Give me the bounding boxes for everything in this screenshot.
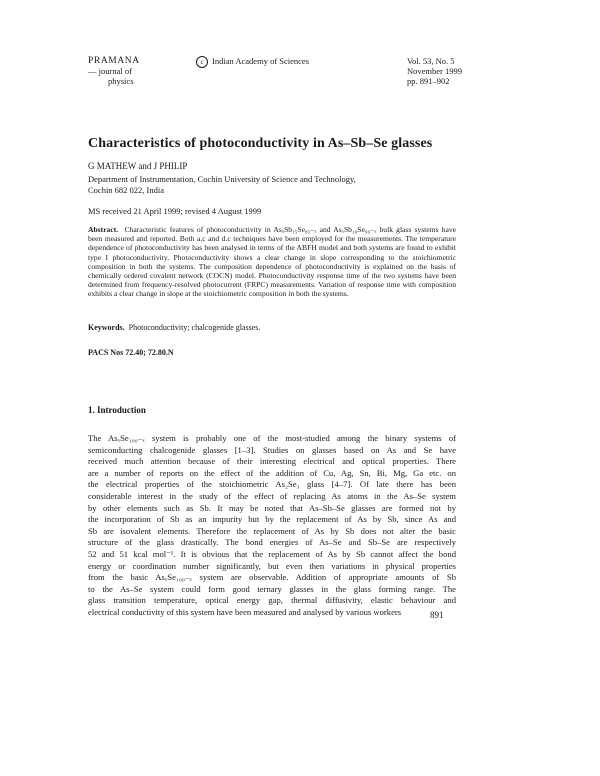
journal-name: PRAMANA — [88, 56, 140, 66]
keywords — [88, 323, 260, 332]
publisher-name: Indian Academy of Sciences — [212, 56, 310, 66]
body-line: Sb are isovalent elements. Therefore the replacement of As by Sb does not alter the basic — [88, 525, 456, 536]
body-line: the electrical properties of the stoichiometric As₂Se₃ glass [4–7]. Of late there has been — [88, 479, 456, 490]
affiliation — [88, 174, 356, 195]
manuscript-dates: MS received 21 April 1999; revised 4 August 1999 — [88, 206, 262, 216]
affiliation-line: Department of Instrumentation, Cochin University of Science and Technology, — [88, 174, 356, 184]
journal-header — [88, 56, 140, 86]
paper-title: Characteristics of photoconductivity in As–Sb–Se glasses — [88, 136, 433, 151]
body-line: the incorporation of Sb as an impurity but by the replacement of As by Sb, since As and — [88, 514, 456, 525]
journal-subtitle-2: physics — [108, 76, 134, 86]
page-range: pp. 891–902 — [407, 76, 450, 86]
body-line: by other elements such as Sb. It may be noted that As–Sb–Se glasses are formed not by — [88, 502, 456, 513]
body-line: from the basic AsₓSe₁₀₀₋ₓ system are observable. Addition of appropriate amounts of Sb — [88, 572, 456, 583]
affiliation-line: Cochin 682 022, India — [88, 184, 165, 195]
volume-info — [407, 56, 462, 86]
keywords-label: Keywords. — [88, 323, 125, 332]
body-line: received much attention because of their interesting electrical and optical properties. There — [88, 456, 456, 467]
abstract-label: Abstract. — [88, 225, 119, 234]
copyright-icon: c — [196, 56, 208, 68]
paper-authors: G MATHEW and J PHILIP — [88, 161, 188, 171]
body-line: glass transition temperature, optical energy gap, thermal diffusivity, elastic behaviour and — [88, 595, 456, 606]
journal-subtitle-1: — journal of — [88, 66, 132, 76]
issue-date: November 1999 — [407, 66, 463, 76]
body-line: electrical conductivity of this system have been measured and analysed by various workers — [88, 606, 402, 617]
body-line: to the As–Se system could form good ternary glasses in the glass forming range. The — [88, 583, 456, 594]
publisher-line — [196, 56, 309, 68]
body-line: energy or coordination number significantly, but even then variations in physical properties — [88, 560, 456, 571]
pacs-numbers: PACS Nos 72.40; 72.80.N — [88, 348, 174, 357]
abstract — [88, 225, 456, 299]
body-line: 52 and 51 kcal mol⁻¹. It is obvious that the replacement of As by Sb cannot affect the bond — [88, 548, 456, 559]
keywords-text: Photoconductivity; chalcogenide glasses. — [128, 323, 261, 332]
page-number: 891 — [430, 610, 444, 620]
body-line: The AsₓSe₁₀₀₋ₓ system is probably one of the most-studied among the binary systems of — [88, 433, 456, 443]
volume-number: Vol. 53, No. 5 — [407, 56, 455, 66]
body-line: structure of the glass drastically. The bond energies of As–Se and Sb–Se are respectively — [88, 537, 456, 548]
body-line: semiconducting chalcogenide glasses [1–3]. Studies on glasses based on As and Se have — [88, 444, 456, 455]
section-heading: 1. Introduction — [88, 405, 146, 415]
body-line: are a number of reports on the effect of the addition of Cu, Ag, Sn, Bi, Mg, Ga etc. on — [88, 467, 456, 478]
abstract-text: Characteristic features of photoconductivity in AsₓSb₁₅Se₈₅₋ₓ and AsₓSb₁₀Se₉₀₋ₓ bulk glass systems have been measured and reported. Both a.c and d.c techniques have been employed for the measurements. The temperature dependence of photoconductivity has been analysed in terms of the ABFH model and both systems are found to exhibit type I photoconductivity. Photoconductivity shows a clear change in slope corresponding to the stoichiometric composition in both the systems. The composition dependence of photoconductivity is explained on the basis of chemically ordered covalent network (COCN) model. Photoconductivity response time of the two systems have been determined from frequency-resolved photocurrent (FRPC) measurements. Variation of response time with composition exhibits a clear change in slope at the stoichiometric composition in both the systems. — [88, 225, 457, 299]
body-line: considerable interest in the study of the effect of replacing As atoms in the As–Se system — [88, 490, 456, 501]
introduction-body — [88, 433, 456, 619]
